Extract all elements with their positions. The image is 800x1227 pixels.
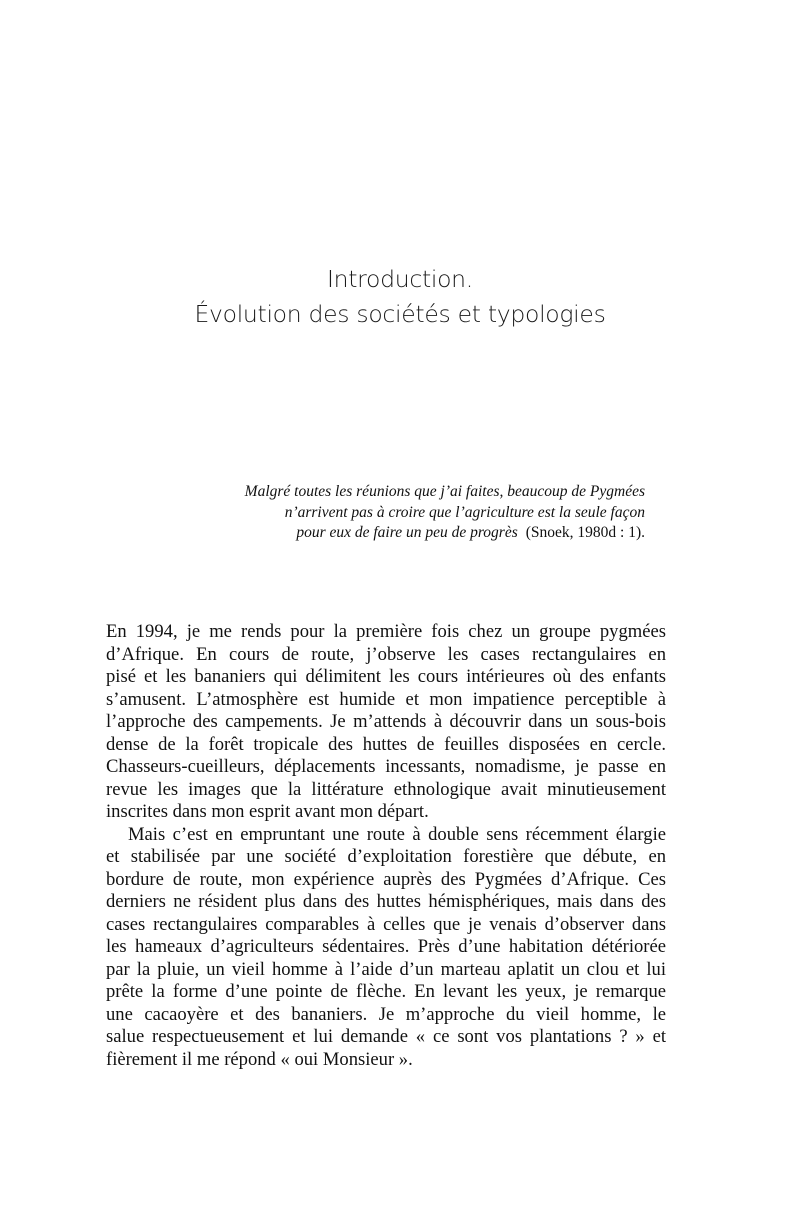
body-text [106,621,666,1071]
text-line: bordure de route, mon expérience auprès des Pygmées d’Afrique. Ces [106,868,666,890]
text-line: s’amusent. L’atmosphère est humide et mon impatience perceptible à [106,688,666,710]
text-line: En 1994, je me rends pour la première fois chez un groupe pygmées [106,621,666,642]
epigraph-citation: (Snoek, 1980d : 1). [525,524,645,541]
epigraph-line: pour eux de faire un peu de progrès [296,524,518,541]
text-line: l’approche des campements. Je m’attends à découvrir dans un sous-bois [106,711,666,732]
text-line: Mais c’est en empruntant une route à double sens récemment élargie [128,823,666,845]
chapter-title-line-2: Évolution des sociétés et typologies [194,300,606,328]
epigraph-line: Malgré toutes les réunions que j’ai faites, beaucoup de Pygmées [244,483,645,500]
text-line: fièrement il me répond « oui Monsieur ». [106,1048,413,1070]
text-line: inscrites dans mon esprit avant mon départ. [106,801,429,822]
text-line: Chasseurs-cueilleurs, déplacements incessants, nomadisme, je passe en [106,756,666,777]
epigraph-line: n’arrivent pas à croire que l’agriculture est la seule façon [284,503,645,521]
text-line: derniers ne résident plus dans des huttes hémisphériques, mais dans des [106,891,666,912]
text-line: une cacaoyère et des bananiers. Je m’approche du vieil homme, le [106,1003,666,1025]
paragraph [106,621,666,824]
text-line: et stabilisée par une société d’exploitation forestière que débute, en [106,846,666,867]
text-line: salue respectueusement et lui demande « ce sont vos plantations ? » et [106,1026,666,1047]
text-line: d’Afrique. En cours de route, j’observe les cases rectangulaires en [106,643,666,665]
text-line: les hameaux d’agriculteurs sédentaires. Près d’une habitation détériorée [106,936,666,957]
text-line: revue les images que la littérature ethnologique avait minutieusement [106,778,666,800]
text-line: pisé et les bananiers qui délimitent les cours intérieures où des enfants [106,666,666,687]
epigraph [150,482,645,544]
text-line: prête la forme d’une pointe de flèche. En levant les yeux, je remarque [106,981,666,1002]
chapter-title-line-1: Introduction. [327,265,473,293]
chapter-title [0,262,800,332]
text-line: cases rectangulaires comparables à celles que je venais d’observer dans [106,913,666,935]
text-line: par la pluie, un vieil homme à l’aide d’un marteau aplatit un clou et lui [106,958,666,980]
paragraph [106,824,666,1072]
text-line: dense de la forêt tropicale des huttes de feuilles disposées en cercle. [106,733,666,755]
